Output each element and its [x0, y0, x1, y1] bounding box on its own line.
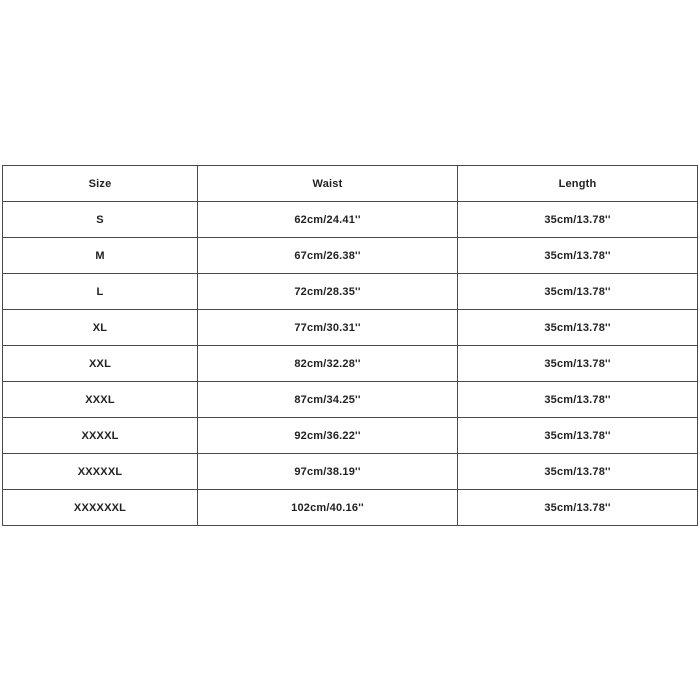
cell-length: 35cm/13.78'' [458, 454, 698, 490]
cell-length: 35cm/13.78'' [458, 490, 698, 526]
cell-length: 35cm/13.78'' [458, 202, 698, 238]
cell-size: XXL [3, 346, 198, 382]
cell-waist: 67cm/26.38'' [198, 238, 458, 274]
cell-waist: 82cm/32.28'' [198, 346, 458, 382]
table-row [3, 418, 698, 454]
cell-size: S [3, 202, 198, 238]
table-row [3, 274, 698, 310]
cell-waist: 87cm/34.25'' [198, 382, 458, 418]
table-row [3, 346, 698, 382]
cell-waist: 97cm/38.19'' [198, 454, 458, 490]
header-length: Length [458, 166, 698, 202]
cell-waist: 77cm/30.31'' [198, 310, 458, 346]
cell-length: 35cm/13.78'' [458, 382, 698, 418]
cell-size: XXXL [3, 382, 198, 418]
header-size: Size [3, 166, 198, 202]
cell-length: 35cm/13.78'' [458, 418, 698, 454]
cell-size: L [3, 274, 198, 310]
table-row [3, 202, 698, 238]
table-row [3, 382, 698, 418]
cell-waist: 62cm/24.41'' [198, 202, 458, 238]
table-row [3, 490, 698, 526]
cell-size: XXXXL [3, 418, 198, 454]
cell-size: XL [3, 310, 198, 346]
cell-size: XXXXXXL [3, 490, 198, 526]
header-waist: Waist [198, 166, 458, 202]
cell-waist: 72cm/28.35'' [198, 274, 458, 310]
cell-size: XXXXXL [3, 454, 198, 490]
cell-length: 35cm/13.78'' [458, 310, 698, 346]
cell-length: 35cm/13.78'' [458, 346, 698, 382]
cell-waist: 102cm/40.16'' [198, 490, 458, 526]
table-header-row [3, 166, 698, 202]
cell-size: M [3, 238, 198, 274]
cell-waist: 92cm/36.22'' [198, 418, 458, 454]
table-row [3, 238, 698, 274]
table-row [3, 454, 698, 490]
cell-length: 35cm/13.78'' [458, 274, 698, 310]
table-row [3, 310, 698, 346]
cell-length: 35cm/13.78'' [458, 238, 698, 274]
size-chart-table [2, 165, 698, 526]
